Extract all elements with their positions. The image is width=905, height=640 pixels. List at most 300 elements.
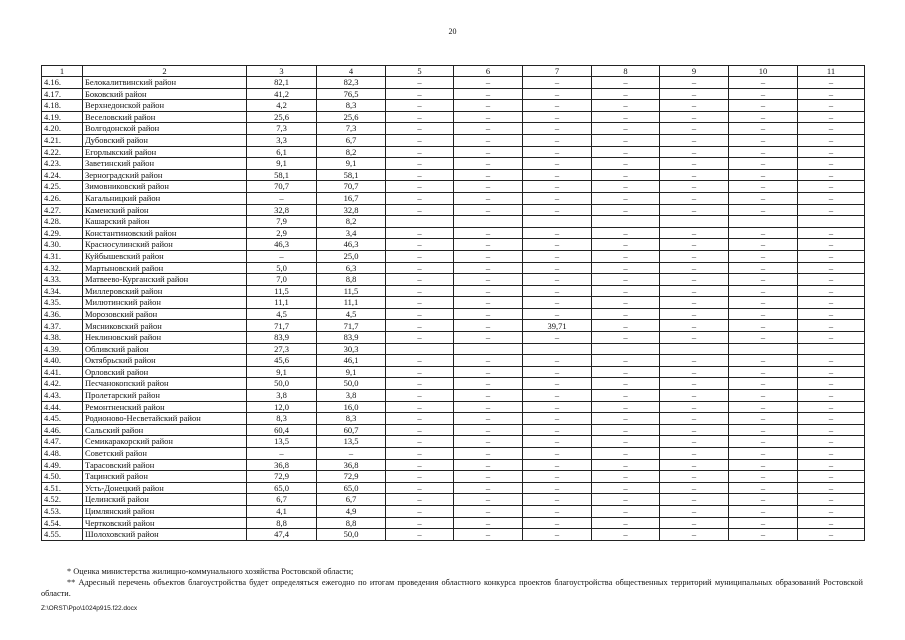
value-cell: – [798,123,865,135]
value-cell: – [729,517,798,529]
value-cell: – [729,505,798,517]
value-cell: – [660,332,729,344]
value-cell: – [523,448,592,460]
value-cell: – [660,448,729,460]
district-name-cell: Белокалитвинский район [83,77,247,89]
value-cell: – [592,366,660,378]
district-name-cell: Родионово-Несветайский район [83,413,247,425]
value-cell: 8,8 [317,517,386,529]
value-cell: – [454,424,523,436]
value-cell: – [523,436,592,448]
value-cell: – [386,424,454,436]
value-cell: – [386,471,454,483]
value-cell: 70,7 [317,181,386,193]
value-cell: 3,3 [247,134,317,146]
value-cell: 25,6 [247,111,317,123]
value-cell [454,343,523,355]
value-cell: – [592,448,660,460]
value-cell: – [454,250,523,262]
value-cell: – [729,494,798,506]
row-number-cell: 4.16. [42,77,83,89]
header-cell: 1 [42,66,83,77]
value-cell [454,216,523,228]
table-row [42,169,865,181]
value-cell: – [454,308,523,320]
value-cell: – [660,169,729,181]
table-row [42,111,865,123]
value-cell: – [454,274,523,286]
district-name-cell: Советский район [83,448,247,460]
value-cell: – [660,308,729,320]
value-cell: 9,1 [317,158,386,170]
value-cell: – [386,320,454,332]
value-cell: – [454,320,523,332]
value-cell: – [454,436,523,448]
value-cell: 82,1 [247,77,317,89]
value-cell: 50,0 [317,378,386,390]
header-cell: 2 [83,66,247,77]
row-number-cell: 4.45. [42,413,83,425]
value-cell: – [592,332,660,344]
value-cell: – [798,471,865,483]
value-cell: – [592,517,660,529]
district-name-cell: Неклиновский район [83,332,247,344]
row-number-cell: 4.28. [42,216,83,228]
value-cell: 16,7 [317,192,386,204]
header-cell: 6 [454,66,523,77]
value-cell: – [454,517,523,529]
value-cell: 12,0 [247,401,317,413]
value-cell: – [729,181,798,193]
value-cell: – [660,192,729,204]
value-cell: – [592,494,660,506]
value-cell: 65,0 [317,482,386,494]
value-cell: – [592,297,660,309]
table-row [42,448,865,460]
file-path: Z:\ORST\Ppo\1024p915.f22.docx [41,605,138,612]
value-cell: – [454,146,523,158]
district-name-cell: Матвеево-Курганский район [83,274,247,286]
page-number: 20 [448,27,457,36]
value-cell: – [660,181,729,193]
value-cell [729,216,798,228]
table-row [42,146,865,158]
header-cell: 5 [386,66,454,77]
value-cell: – [386,134,454,146]
district-name-cell: Заветинский район [83,158,247,170]
value-cell: – [592,274,660,286]
value-cell: – [729,448,798,460]
value-cell: – [523,390,592,402]
value-cell: – [729,482,798,494]
value-cell: – [386,308,454,320]
table-row [42,471,865,483]
value-cell: 6,7 [247,494,317,506]
value-cell: – [454,471,523,483]
district-name-cell: Веселовский район [83,111,247,123]
header-cell: 8 [592,66,660,77]
table-row [42,332,865,344]
value-cell: – [523,274,592,286]
header-cell: 10 [729,66,798,77]
value-cell: – [386,494,454,506]
value-cell: – [386,448,454,460]
row-number-cell: 4.32. [42,262,83,274]
value-cell: – [523,134,592,146]
district-name-cell: Семикаракорский район [83,436,247,448]
value-cell: – [386,459,454,471]
value-cell: – [660,297,729,309]
value-cell: – [386,436,454,448]
value-cell: – [592,529,660,541]
value-cell: – [729,297,798,309]
value-cell: – [660,401,729,413]
value-cell: – [386,239,454,251]
value-cell: – [798,436,865,448]
value-cell: – [729,332,798,344]
value-cell: 60,7 [317,424,386,436]
table-row [42,216,865,228]
value-cell: – [592,158,660,170]
value-cell: – [454,77,523,89]
value-cell: – [454,158,523,170]
value-cell: – [592,204,660,216]
value-cell: – [454,494,523,506]
value-cell: – [386,88,454,100]
value-cell: – [660,285,729,297]
value-cell: 58,1 [247,169,317,181]
value-cell: – [386,146,454,158]
value-cell: 65,0 [247,482,317,494]
value-cell: – [454,227,523,239]
row-number-cell: 4.25. [42,181,83,193]
value-cell: – [523,413,592,425]
value-cell: – [386,181,454,193]
value-cell: – [729,111,798,123]
district-name-cell: Кашарский район [83,216,247,228]
value-cell: – [798,366,865,378]
value-cell: – [592,320,660,332]
value-cell: – [798,332,865,344]
data-table [41,65,865,541]
table-row [42,378,865,390]
row-number-cell: 4.26. [42,192,83,204]
value-cell: – [729,308,798,320]
value-cell: 4,5 [247,308,317,320]
value-cell: – [523,204,592,216]
table-row [42,320,865,332]
value-cell: 8,8 [247,517,317,529]
value-cell: – [523,123,592,135]
header-cell: 9 [660,66,729,77]
value-cell: – [523,77,592,89]
value-cell: – [729,227,798,239]
value-cell: – [247,192,317,204]
value-cell: – [729,192,798,204]
value-cell: – [729,378,798,390]
value-cell: – [386,517,454,529]
value-cell [386,343,454,355]
value-cell: 6,7 [317,134,386,146]
value-cell: – [386,192,454,204]
table-row [42,181,865,193]
value-cell: – [660,424,729,436]
row-number-cell: 4.51. [42,482,83,494]
value-cell: 58,1 [317,169,386,181]
value-cell: – [660,436,729,448]
value-cell: – [729,390,798,402]
value-cell: – [454,378,523,390]
value-cell: – [798,204,865,216]
table-row [42,308,865,320]
value-cell: – [592,181,660,193]
value-cell: – [386,355,454,367]
value-cell: – [592,88,660,100]
district-name-cell: Морозовский район [83,308,247,320]
row-number-cell: 4.22. [42,146,83,158]
value-cell: – [729,158,798,170]
value-cell: – [729,459,798,471]
value-cell: – [729,250,798,262]
value-cell: 46,1 [317,355,386,367]
table-row [42,459,865,471]
table-row [42,239,865,251]
value-cell: 41,2 [247,88,317,100]
value-cell: – [523,471,592,483]
value-cell: 16,0 [317,401,386,413]
value-cell: – [592,146,660,158]
value-cell: – [523,494,592,506]
value-cell: 82,3 [317,77,386,89]
value-cell: – [660,529,729,541]
value-cell: – [660,471,729,483]
table-row [42,262,865,274]
table-row [42,227,865,239]
value-cell: – [798,355,865,367]
value-cell: – [317,448,386,460]
value-cell: 76,5 [317,88,386,100]
table-row [42,77,865,89]
value-cell: – [798,297,865,309]
district-name-cell: Цимлянский район [83,505,247,517]
value-cell: – [798,378,865,390]
value-cell: – [660,262,729,274]
table-row [42,482,865,494]
table-row [42,297,865,309]
value-cell: 36,8 [247,459,317,471]
value-cell: – [660,413,729,425]
value-cell: – [592,355,660,367]
value-cell: 8,3 [247,413,317,425]
value-cell: – [660,390,729,402]
value-cell: – [798,494,865,506]
value-cell: – [386,332,454,344]
value-cell: – [729,413,798,425]
row-number-cell: 4.53. [42,505,83,517]
value-cell: 7,9 [247,216,317,228]
value-cell: – [592,436,660,448]
value-cell: – [386,250,454,262]
value-cell: – [729,320,798,332]
value-cell: 25,6 [317,111,386,123]
value-cell: 11,1 [317,297,386,309]
value-cell: – [660,239,729,251]
row-number-cell: 4.38. [42,332,83,344]
value-cell: 72,9 [317,471,386,483]
value-cell: – [523,262,592,274]
value-cell: – [660,494,729,506]
district-name-cell: Сальский район [83,424,247,436]
value-cell: 46,3 [247,239,317,251]
value-cell: – [660,517,729,529]
value-cell: – [523,297,592,309]
value-cell: – [454,529,523,541]
value-cell: – [592,424,660,436]
value-cell: – [454,390,523,402]
table-row [42,529,865,541]
value-cell: – [386,100,454,112]
header-cell: 4 [317,66,386,77]
value-cell: – [798,505,865,517]
row-number-cell: 4.17. [42,88,83,100]
value-cell [798,343,865,355]
row-number-cell: 4.34. [42,285,83,297]
table-row [42,158,865,170]
district-name-cell: Обливский район [83,343,247,355]
value-cell: – [798,517,865,529]
value-cell: – [798,262,865,274]
table-row [42,494,865,506]
value-cell: – [523,146,592,158]
table-row [42,192,865,204]
value-cell: – [247,448,317,460]
district-name-cell: Константиновский район [83,227,247,239]
value-cell: – [386,390,454,402]
value-cell: – [523,239,592,251]
value-cell: – [798,239,865,251]
district-name-cell: Дубовский район [83,134,247,146]
value-cell: – [729,366,798,378]
table-row [42,204,865,216]
value-cell: – [523,192,592,204]
value-cell: – [386,158,454,170]
table-row [42,343,865,355]
value-cell: – [386,505,454,517]
value-cell: 8,2 [317,216,386,228]
value-cell: – [386,123,454,135]
value-cell: – [523,355,592,367]
value-cell: – [454,482,523,494]
value-cell: – [523,401,592,413]
value-cell: – [798,448,865,460]
value-cell: – [660,134,729,146]
value-cell: – [454,192,523,204]
value-cell: – [798,192,865,204]
value-cell: – [660,366,729,378]
value-cell: – [798,111,865,123]
value-cell: – [247,250,317,262]
value-cell: – [454,448,523,460]
value-cell: – [454,262,523,274]
value-cell: 3,4 [317,227,386,239]
district-name-cell: Шолоховский район [83,529,247,541]
district-name-cell: Целинский район [83,494,247,506]
value-cell: – [798,169,865,181]
row-number-cell: 4.23. [42,158,83,170]
value-cell: 13,5 [247,436,317,448]
value-cell: 11,5 [317,285,386,297]
value-cell: – [592,308,660,320]
table-row [42,355,865,367]
table-row [42,250,865,262]
row-number-cell: 4.50. [42,471,83,483]
district-name-cell: Боковский район [83,88,247,100]
value-cell: 50,0 [247,378,317,390]
value-cell: – [592,169,660,181]
value-cell: – [592,413,660,425]
value-cell: – [523,378,592,390]
district-name-cell: Мартыновский район [83,262,247,274]
value-cell: – [454,111,523,123]
value-cell: – [798,390,865,402]
value-cell: – [798,285,865,297]
value-cell: – [798,413,865,425]
row-number-cell: 4.44. [42,401,83,413]
value-cell: – [386,366,454,378]
table-row [42,100,865,112]
table-body [42,77,865,541]
value-cell: – [523,482,592,494]
value-cell: – [729,262,798,274]
value-cell: – [729,169,798,181]
value-cell: – [798,401,865,413]
value-cell: – [729,401,798,413]
value-cell: – [798,77,865,89]
value-cell: – [386,378,454,390]
value-cell: – [386,227,454,239]
table-row [42,274,865,286]
value-cell [523,216,592,228]
value-cell: – [523,308,592,320]
district-name-cell: Тацинский район [83,471,247,483]
value-cell: – [729,274,798,286]
table-row [42,366,865,378]
value-cell: – [798,424,865,436]
row-number-cell: 4.49. [42,459,83,471]
row-number-cell: 4.24. [42,169,83,181]
value-cell: – [592,123,660,135]
value-cell: 70,7 [247,181,317,193]
value-cell: – [523,517,592,529]
value-cell: – [592,100,660,112]
row-number-cell: 4.31. [42,250,83,262]
value-cell: – [454,181,523,193]
row-number-cell: 4.40. [42,355,83,367]
value-cell: 47,4 [247,529,317,541]
district-name-cell: Октябрьский район [83,355,247,367]
value-cell: – [386,274,454,286]
value-cell: 9,1 [247,158,317,170]
value-cell: – [729,146,798,158]
value-cell: – [592,134,660,146]
value-cell: – [454,401,523,413]
value-cell: 8,2 [317,146,386,158]
row-number-cell: 4.42. [42,378,83,390]
district-name-cell: Миллеровский район [83,285,247,297]
value-cell [798,216,865,228]
value-cell: 4,9 [317,505,386,517]
value-cell [660,343,729,355]
